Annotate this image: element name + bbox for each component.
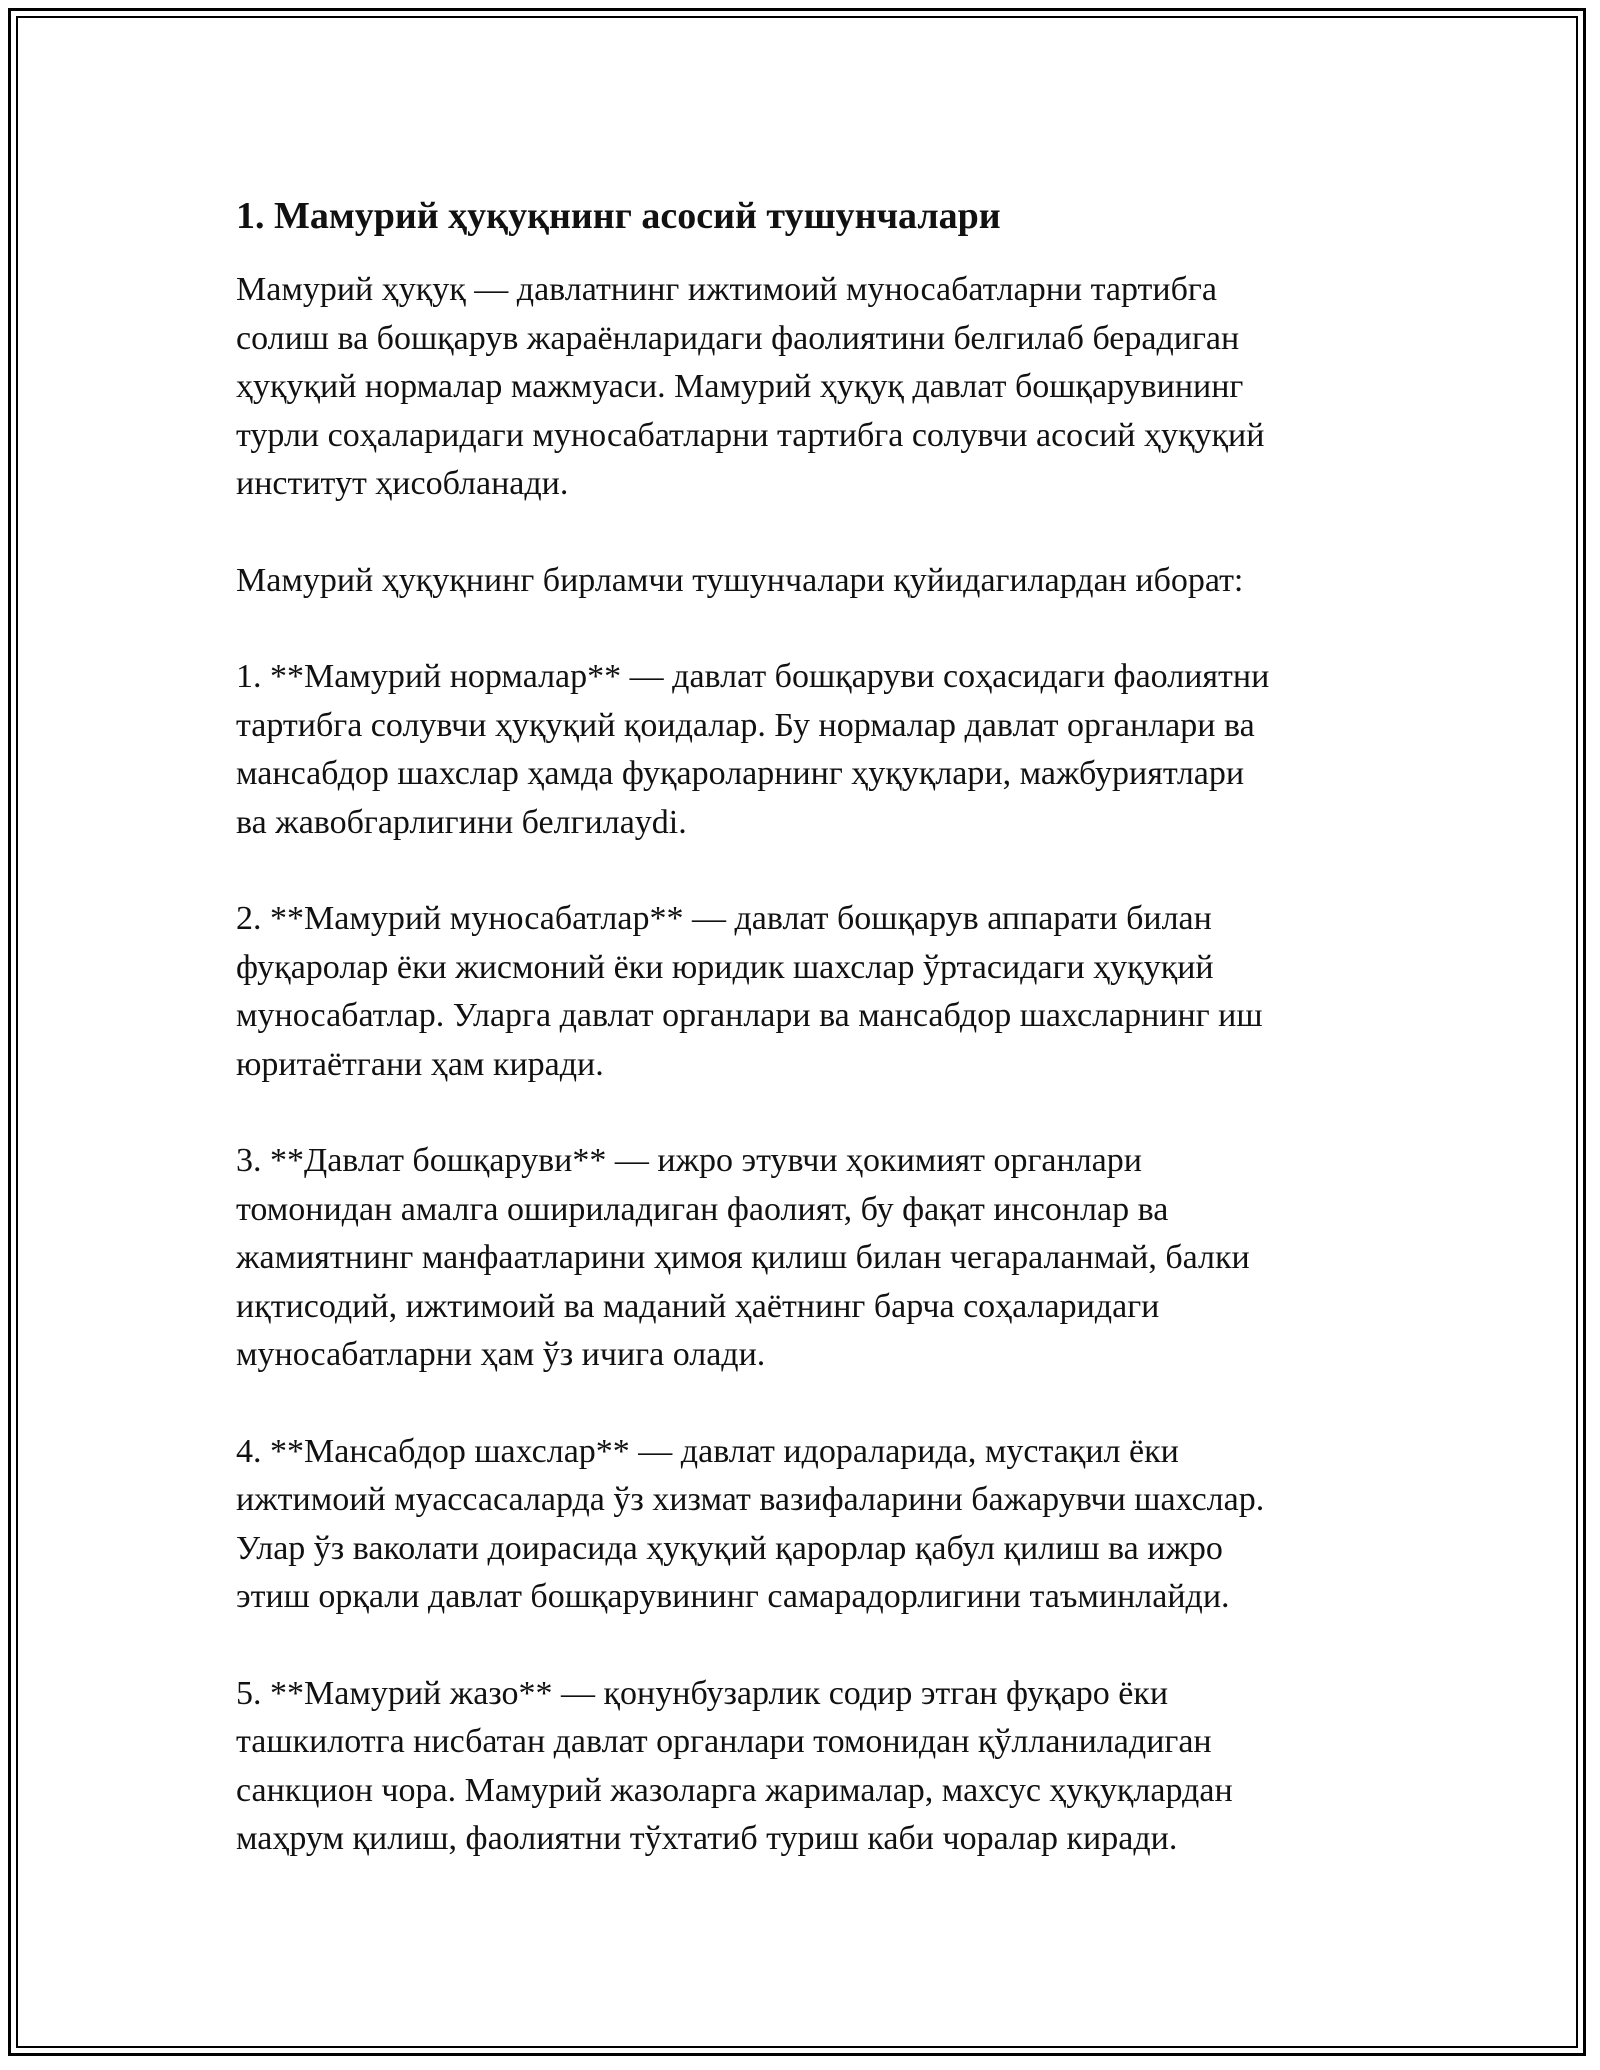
paragraph-definition: Мамурий ҳуқуқ — давлатнинг ижтимоий муносабатларни тартибга солиш ва бошқарув жараёнларидаги фаолиятини белгилаб берадиган ҳуқуқий нормалар мажмуаси. Мамурий ҳуқуқ давлат бошқарувининг турли соҳаларидаги муносабатларни тартибга солувчи асосий ҳуқуқий институт ҳисобланади.	[236, 271, 1265, 502]
list-item-officials: 4. **Мансабдор шахслар** — давлат идораларида, мустақил ёки ижтимоий муассасаларда ўз хизмат вазифаларини бажарувчи шахслар. Улар ўз ваколати доирасида ҳуқуқий қарорлар қабул қилиш ва ижро этиш орқали давлат бошқарувининг самарадорлигини таъминлайди.	[236, 1432, 1265, 1615]
paragraph-intro: Мамурий ҳуқуқнинг бирламчи тушунчалари қуйидагилардан иборат:	[236, 561, 1244, 599]
list-item-administrative-norms: 1. **Мамурий нормалар** — давлат бошқаруви соҳасидаги фаолиятни тартибга солувчи ҳуқуқий қоидалар. Бу нормалар давлат органлари ва мансабдор шахслар ҳамда фуқароларнинг ҳуқуқлари, мажбуриятлари ва жавобгарлигини белгилаydi.	[236, 658, 1270, 841]
document-body	[236, 188, 1376, 1912]
section-heading: 1. Мамурий ҳуқуқнинг асосий тушунчалари	[236, 195, 1001, 237]
list-item-state-governance: 3. **Давлат бошқаруви** — ижро этувчи ҳокимият органлари томонидан амалга ошириладиган фаолият, бу фақат инсонлар ва жамиятнинг манфаатларини ҳимоя қилиш билан чегараланмай, балки иқтисодий, ижтимоий ва маданий ҳаётнинг барча соҳаларидаги муносабатларни ҳам ўз ичига олади.	[236, 1142, 1250, 1373]
list-item-administrative-relations: 2. **Мамурий муносабатлар** — давлат бошқарув аппарати билан фуқаролар ёки жисмоний ёки юридик шахслар ўртасидаги ҳуқуқий муносабатлар. Уларга давлат органлари ва мансабдор шахсларнинг иш юритаётгани ҳам киради.	[236, 900, 1263, 1083]
list-item-administrative-penalty: 5. **Мамурий жазо** — қонунбузарлик содир этган фуқаро ёки ташкилотга нисбатан давлат органлари томонидан қўлланиладиган санкцион чора. Мамурий жазоларга жарималар, махсус ҳуқуқлардан маҳрум қилиш, фаолиятни тўхтатиб туриш каби чоралар киради.	[236, 1674, 1233, 1857]
